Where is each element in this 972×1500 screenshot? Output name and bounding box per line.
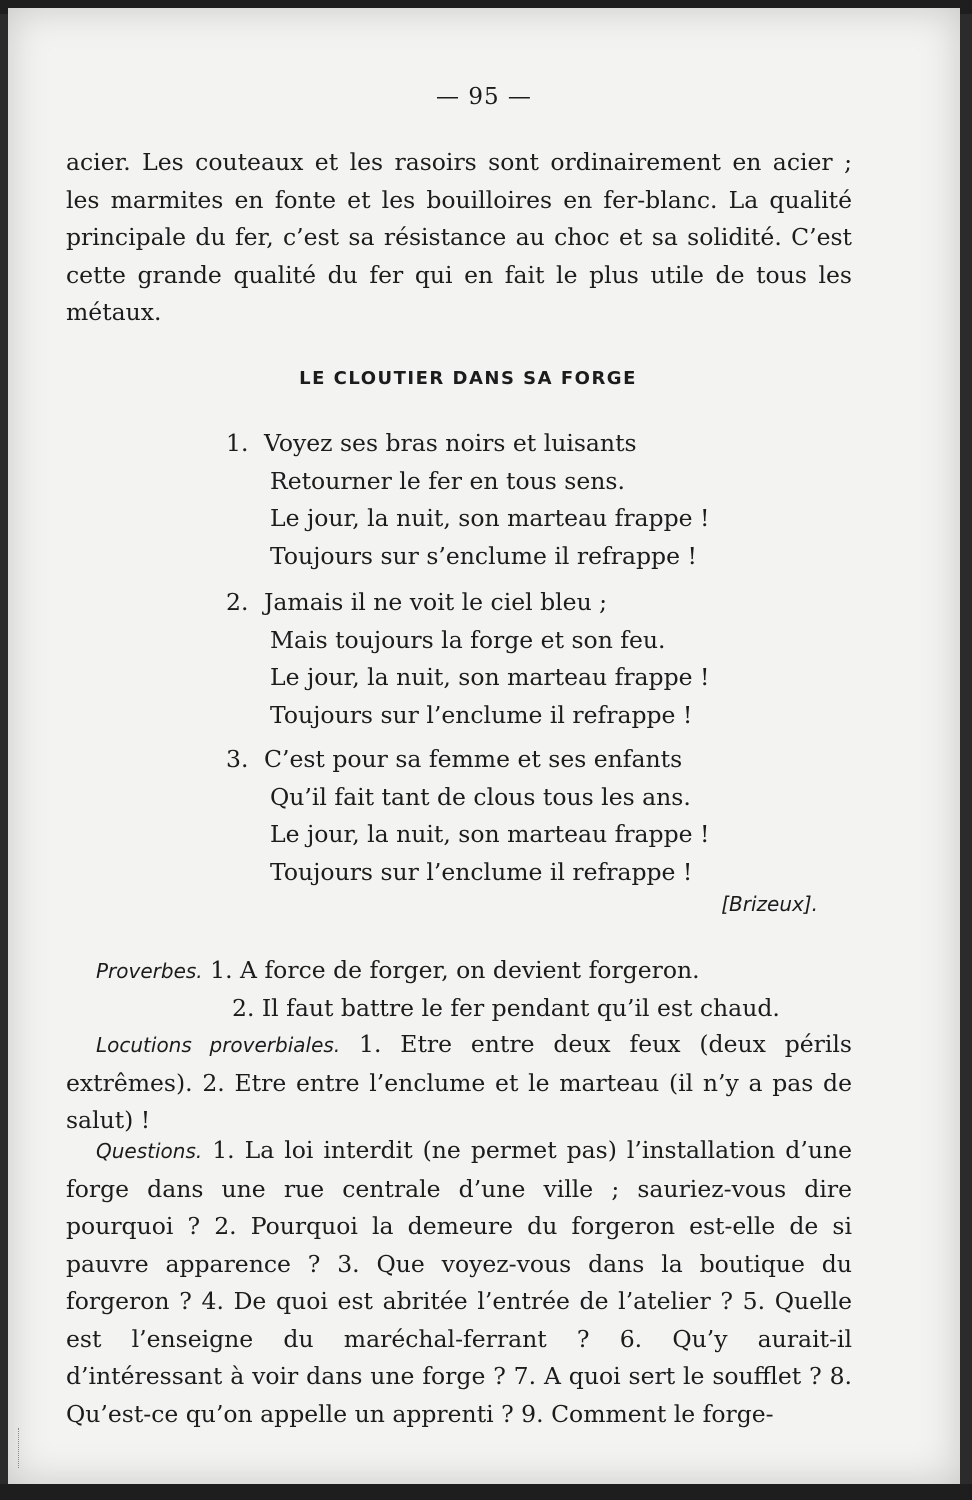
- stanza-number: 3.: [226, 745, 249, 773]
- locutions-text: 1. Etre entre deux feux (deux périls extrêmes). 2. Etre entre l’enclume et le marteau (il n’y a pas de salut) !: [66, 1030, 852, 1134]
- questions-text: 1. La loi interdit (ne permet pas) l’installation d’une forge dans une rue centrale d’une ville ; sauriez-vous dire pourquoi ? 2. Pourquoi la demeure du forgeron est-elle de si pauvre apparence ? 3. Que voyez-vous dans la boutique du forgeron ? 4. De quoi est abritée l’entrée de l’atelier ? 5. Quelle est l’enseigne du maréchal-ferrant ? 6. Qu’y aurait-il d’intéressant à voir dans une forge ? 7. A quoi sert le soufflet ? 8. Qu’est-ce qu’on appelle un apprenti ? 9. Comment le forge-: [66, 1136, 852, 1428]
- stanza-number: 1.: [226, 429, 249, 457]
- poem-stanza-1: [226, 425, 709, 575]
- proverbs-label: Proverbes.: [96, 959, 203, 983]
- margin-scratch-mark: [18, 1428, 37, 1468]
- verse-line: Le jour, la nuit, son marteau frappe !: [270, 504, 710, 532]
- page-number: — 95 —: [436, 84, 532, 110]
- questions-label: Questions.: [96, 1139, 203, 1163]
- locutions-section: [66, 1026, 852, 1140]
- poem-author: [Brizeux].: [721, 892, 818, 916]
- verse-line: Voyez ses bras noirs et luisants: [264, 429, 637, 457]
- verse-line: Retourner le fer en tous sens.: [270, 466, 625, 495]
- verse-line: Toujours sur s’enclume il refrappe !: [270, 541, 697, 570]
- proverb-item: 1. A force de forger, on devient forgeron.: [210, 956, 700, 984]
- verse-line: Toujours sur l’enclume il refrappe !: [270, 700, 693, 729]
- scan-bottom-edge: [0, 1484, 972, 1500]
- verse-line: C’est pour sa femme et ses enfants: [264, 745, 683, 773]
- verse-line: Le jour, la nuit, son marteau frappe !: [270, 820, 710, 848]
- intro-paragraph: acier. Les couteaux et les rasoirs sont ordinairement en acier ; les marmites en fonte et les bouilloires en fer-blanc. La qualité principale du fer, c’est sa résistance au choc et sa solidité. C’est cette grande qualité du fer qui en fait le plus utile de tous les métaux.: [66, 148, 852, 326]
- verse-line: Toujours sur l’enclume il refrappe !: [270, 857, 693, 886]
- proverb-item: 2. Il faut battre le fer pendant qu’il est chaud.: [232, 994, 780, 1022]
- locutions-label: Locutions proverbiales.: [96, 1033, 341, 1057]
- poem-stanza-3: [226, 741, 709, 891]
- verse-line: Qu’il fait tant de clous tous les ans.: [270, 782, 691, 811]
- proverbs-section: [96, 952, 780, 1027]
- verse-line: Jamais il ne voit le ciel bleu ;: [264, 588, 608, 616]
- verse-line: Le jour, la nuit, son marteau frappe !: [270, 663, 710, 691]
- poem-title: LE CLOUTIER DANS SA FORGE: [299, 368, 637, 389]
- book-page: [8, 8, 960, 1484]
- verse-line: Mais toujours la forge et son feu.: [270, 625, 666, 654]
- poem-stanza-2: [226, 584, 709, 734]
- questions-section: [66, 1132, 852, 1433]
- stanza-number: 2.: [226, 588, 249, 616]
